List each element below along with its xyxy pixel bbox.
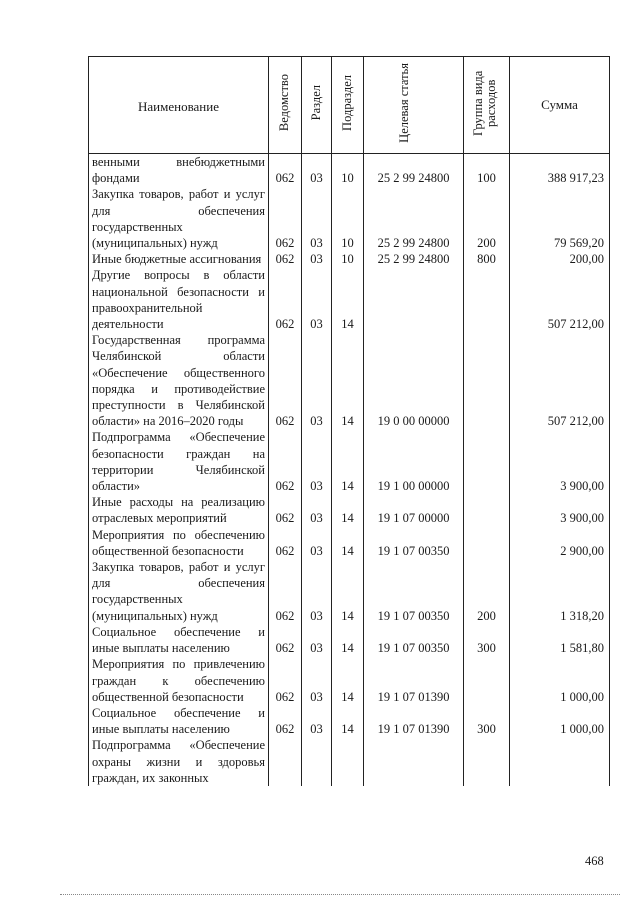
cell-expense-group — [464, 429, 510, 494]
cell-section: 03 — [302, 251, 332, 267]
header-department: Ведомство — [269, 57, 302, 154]
cell-subsection: 14 — [332, 705, 364, 737]
cell-name: Иные бюджетные ассигнования — [89, 251, 269, 267]
cell-target-article: 19 1 07 00350 — [364, 624, 464, 656]
cell-name: Подпрограмма «Обеспечение охраны жизни и здоровья граждан, их законных — [89, 737, 269, 786]
cell-target-article — [364, 267, 464, 332]
table-header — [89, 57, 610, 154]
cell-department: 062 — [269, 267, 302, 332]
cell-sum: 507 212,00 — [510, 332, 610, 429]
cell-subsection: 10 — [332, 186, 364, 251]
cell-name: Закупка товаров, работ и услуг для обеспечения государственных (муниципальных) нужд — [89, 559, 269, 624]
cell-section — [302, 737, 332, 786]
table-row — [89, 656, 610, 705]
cell-subsection: 14 — [332, 267, 364, 332]
table-row — [89, 429, 610, 494]
cell-name: Другие вопросы в области национальной безопасности и правоохранительной деятельности — [89, 267, 269, 332]
cell-name: Социальное обеспечение и иные выплаты населению — [89, 624, 269, 656]
cell-section: 03 — [302, 267, 332, 332]
cell-name: Государственная программа Челябинской области «Обеспечение общественного порядка и противодействие преступности в Челябинской области» на 2016–2020 годы — [89, 332, 269, 429]
cell-subsection: 14 — [332, 656, 364, 705]
table-row — [89, 737, 610, 786]
cell-sum: 3 900,00 — [510, 494, 610, 526]
cell-department — [269, 737, 302, 786]
cell-subsection — [332, 737, 364, 786]
cell-subsection: 14 — [332, 624, 364, 656]
cell-target-article: 19 1 07 01390 — [364, 656, 464, 705]
cell-expense-group — [464, 332, 510, 429]
cell-department: 062 — [269, 559, 302, 624]
cell-target-article: 19 1 00 00000 — [364, 429, 464, 494]
page-number: 468 — [585, 854, 604, 868]
cell-subsection: 14 — [332, 494, 364, 526]
cell-expense-group — [464, 494, 510, 526]
cell-department: 062 — [269, 656, 302, 705]
cell-subsection: 10 — [332, 251, 364, 267]
page-bottom-rule — [60, 894, 620, 895]
header-target-article: Целевая статья — [364, 57, 464, 154]
cell-target-article: 19 1 07 00350 — [364, 527, 464, 559]
cell-expense-group: 200 — [464, 559, 510, 624]
cell-name: Социальное обеспечение и иные выплаты населению — [89, 705, 269, 737]
cell-name: Мероприятия по привлечению граждан к обеспечению общественной безопасности — [89, 656, 269, 705]
cell-section: 03 — [302, 656, 332, 705]
cell-sum: 200,00 — [510, 251, 610, 267]
cell-sum: 2 900,00 — [510, 527, 610, 559]
cell-name: Подпрограмма «Обеспечение безопасности граждан на территории Челябинской области» — [89, 429, 269, 494]
cell-name: Мероприятия по обеспечению общественной безопасности — [89, 527, 269, 559]
cell-expense-group: 200 — [464, 186, 510, 251]
cell-sum: 3 900,00 — [510, 429, 610, 494]
table-row — [89, 251, 610, 267]
cell-expense-group — [464, 656, 510, 705]
header-expense-group: Группа вида расходов — [464, 57, 510, 154]
cell-target-article: 25 2 99 24800 — [364, 251, 464, 267]
cell-subsection: 10 — [332, 154, 364, 187]
cell-section: 03 — [302, 527, 332, 559]
cell-expense-group: 800 — [464, 251, 510, 267]
budget-table — [88, 56, 610, 786]
cell-department: 062 — [269, 251, 302, 267]
cell-expense-group: 300 — [464, 705, 510, 737]
table-row — [89, 186, 610, 251]
cell-section: 03 — [302, 154, 332, 187]
cell-subsection: 14 — [332, 559, 364, 624]
cell-section: 03 — [302, 332, 332, 429]
cell-section: 03 — [302, 624, 332, 656]
table-row — [89, 494, 610, 526]
header-name: Наименование — [89, 57, 269, 154]
cell-sum: 1 581,80 — [510, 624, 610, 656]
cell-section: 03 — [302, 705, 332, 737]
cell-expense-group: 300 — [464, 624, 510, 656]
cell-department: 062 — [269, 332, 302, 429]
cell-department: 062 — [269, 705, 302, 737]
cell-target-article: 19 1 07 00000 — [364, 494, 464, 526]
cell-department: 062 — [269, 186, 302, 251]
cell-sum: 1 318,20 — [510, 559, 610, 624]
table-row — [89, 527, 610, 559]
cell-target-article: 25 2 99 24800 — [364, 186, 464, 251]
cell-subsection: 14 — [332, 332, 364, 429]
table-row — [89, 332, 610, 429]
cell-department: 062 — [269, 494, 302, 526]
cell-section: 03 — [302, 186, 332, 251]
cell-sum: 1 000,00 — [510, 656, 610, 705]
header-sum: Сумма — [510, 57, 610, 154]
cell-target-article — [364, 737, 464, 786]
table-body — [89, 154, 610, 787]
cell-expense-group: 100 — [464, 154, 510, 187]
table-row — [89, 267, 610, 332]
cell-expense-group — [464, 267, 510, 332]
cell-target-article: 25 2 99 24800 — [364, 154, 464, 187]
cell-section: 03 — [302, 494, 332, 526]
cell-expense-group — [464, 527, 510, 559]
cell-sum: 388 917,23 — [510, 154, 610, 187]
table-row — [89, 705, 610, 737]
cell-sum: 79 569,20 — [510, 186, 610, 251]
cell-department: 062 — [269, 527, 302, 559]
table-row — [89, 154, 610, 187]
cell-target-article: 19 0 00 00000 — [364, 332, 464, 429]
table-row — [89, 624, 610, 656]
cell-name: венными внебюджетными фондами — [89, 154, 269, 187]
header-section: Раздел — [302, 57, 332, 154]
cell-target-article: 19 1 07 01390 — [364, 705, 464, 737]
cell-sum — [510, 737, 610, 786]
cell-department: 062 — [269, 154, 302, 187]
cell-department: 062 — [269, 429, 302, 494]
cell-subsection: 14 — [332, 429, 364, 494]
cell-sum: 507 212,00 — [510, 267, 610, 332]
cell-section: 03 — [302, 559, 332, 624]
cell-expense-group — [464, 737, 510, 786]
table-row — [89, 559, 610, 624]
cell-section: 03 — [302, 429, 332, 494]
cell-name: Закупка товаров, работ и услуг для обеспечения государственных (муниципальных) нужд — [89, 186, 269, 251]
cell-name: Иные расходы на реализацию отраслевых мероприятий — [89, 494, 269, 526]
header-subsection: Подраздел — [332, 57, 364, 154]
cell-sum: 1 000,00 — [510, 705, 610, 737]
cell-subsection: 14 — [332, 527, 364, 559]
cell-department: 062 — [269, 624, 302, 656]
cell-target-article: 19 1 07 00350 — [364, 559, 464, 624]
